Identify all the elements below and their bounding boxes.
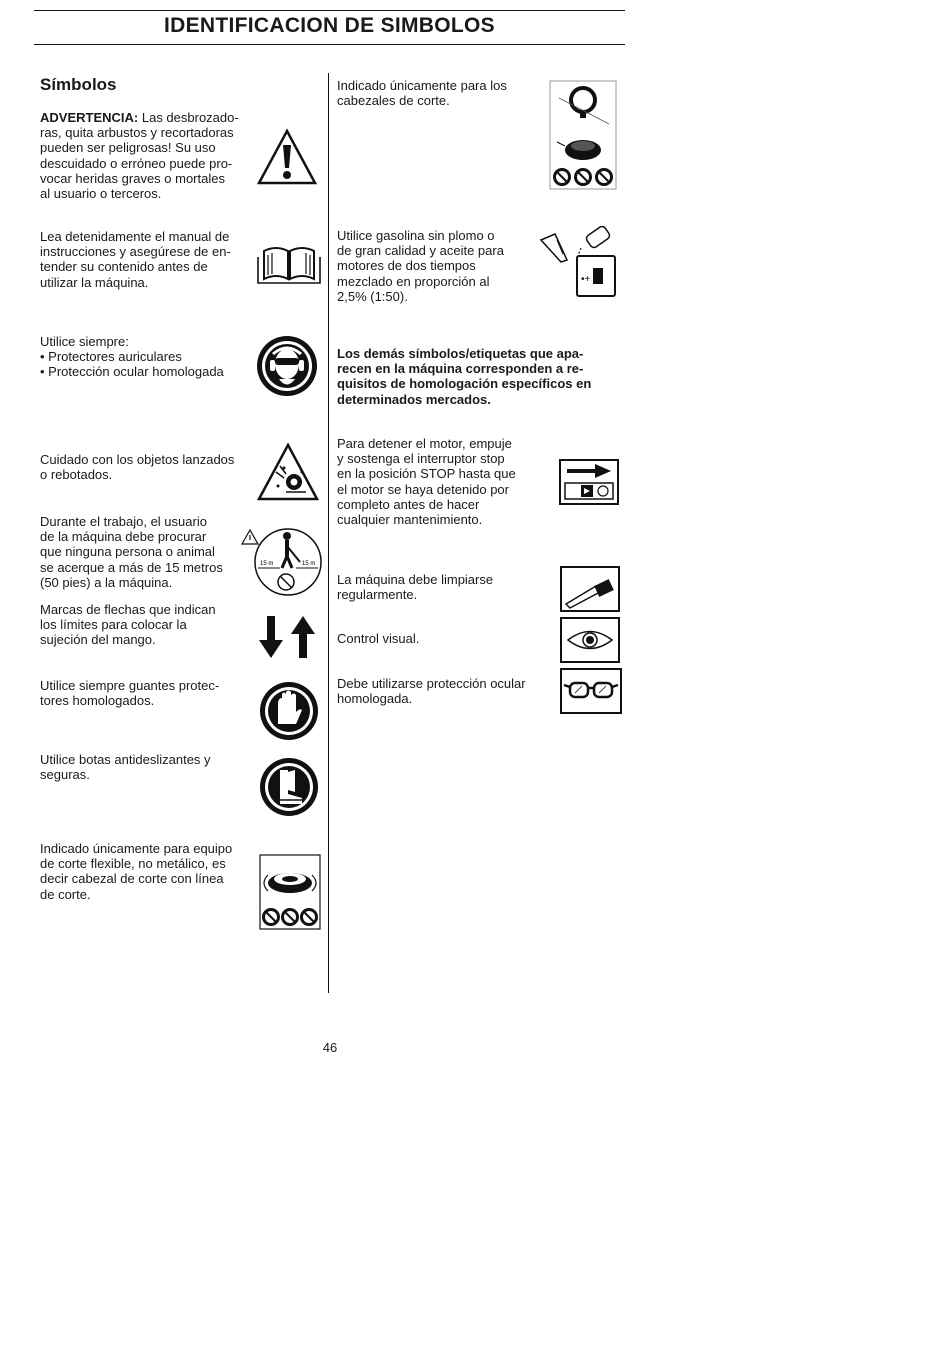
- fuel-text: Utilice gasolina sin plomo o de gran calidad y aceite para motores de dos tiempos mezclado en proporción al 2,5% (1:50).: [337, 228, 504, 304]
- gloves-icon: [258, 680, 320, 742]
- gloves-text: Utilice siempre guantes protec- tores homologados.: [40, 678, 220, 709]
- list-item: • Protección ocular homologada: [40, 364, 224, 379]
- handle-arrows-text: Marcas de flechas que indican los límites para colocar la sujeción del mango.: [40, 602, 216, 648]
- flexible-equipment-text: Indicado únicamente para equipo de corte flexible, no metálico, es decir cabezal de corte con línea de corte.: [40, 841, 233, 902]
- eye-icon: [560, 617, 620, 663]
- thrown-objects-text: Cuidado con los objetos lanzados o rebotados.: [40, 452, 235, 483]
- fuel-mix-icon: [537, 226, 619, 300]
- column-divider: [328, 73, 329, 993]
- safety-distance-text: Durante el trabajo, el usuario de la máquina debe procurar que ninguna persona o animal se acerque a más de 15 metros (50 pies) a la máquina.: [40, 514, 223, 590]
- protection-text: Utilice siempre: • Protectores auriculares • Protección ocular homologada: [40, 334, 224, 380]
- visual-control-text: Control visual.: [337, 631, 420, 646]
- open-book-icon: [256, 243, 322, 285]
- warning-triangle-icon: [256, 128, 318, 186]
- list-item: • Protectores auriculares: [40, 349, 224, 364]
- svg-text:•+: •+: [581, 274, 591, 285]
- warning-text: ADVERTENCIA: Las desbrozado- ras, quita arbustos y recortadoras pueden ser peligrosas! Su uso descuidado o erróneo puede pro- vocar heridas graves o mortales al usuario o terceros.: [40, 110, 239, 202]
- page-title: IDENTIFICACION DE SIMBOLOS: [164, 14, 495, 37]
- safety-glasses-icon: [560, 668, 622, 714]
- ear-eye-protection-icon: [255, 334, 319, 398]
- manual-text: Lea detenidamente el manual de instrucciones y asegúrese de en- tender su contenido antes de utilizar la máquina.: [40, 229, 231, 290]
- protection-list: [40, 349, 224, 379]
- trimmer-head-icon: [258, 853, 322, 931]
- stop-switch-icon: [559, 459, 619, 505]
- distance-label-left: 15 m: [260, 561, 274, 567]
- handle-limit-arrows-icon: [256, 614, 322, 660]
- cutting-heads-icon: [549, 80, 617, 190]
- page-number: 46: [322, 1040, 338, 1055]
- top-rule: [34, 10, 625, 11]
- stop-engine-text: Para detener el motor, empuje y sostenga el interruptor stop en la posición STOP hasta que el motor se haya detenido por completo antes de hacer cualquier mantenimiento.: [337, 436, 516, 528]
- cleaning-text: La máquina debe limpiarse regularmente.: [337, 572, 494, 603]
- boots-icon: [258, 756, 320, 818]
- thrown-objects-warning-icon: [256, 442, 320, 502]
- safety-distance-icon: [240, 526, 324, 598]
- boots-text: Utilice botas antideslizantes y seguras.: [40, 752, 211, 783]
- section-heading: Símbolos: [40, 75, 117, 94]
- eye-protection-text: Debe utilizarse protección ocular homologada.: [337, 676, 526, 707]
- distance-label-right: 15 m: [302, 561, 316, 567]
- cutting-heads-text: Indicado únicamente para los cabezales de corte.: [337, 78, 507, 109]
- other-symbols-notice: Los demás símbolos/etiquetas que apa- recen en la máquina corresponden a re- quisitos de homologación específicos en determinados mercados.: [337, 346, 592, 407]
- title-rule: [34, 44, 625, 45]
- cleaning-brush-icon: [560, 566, 620, 612]
